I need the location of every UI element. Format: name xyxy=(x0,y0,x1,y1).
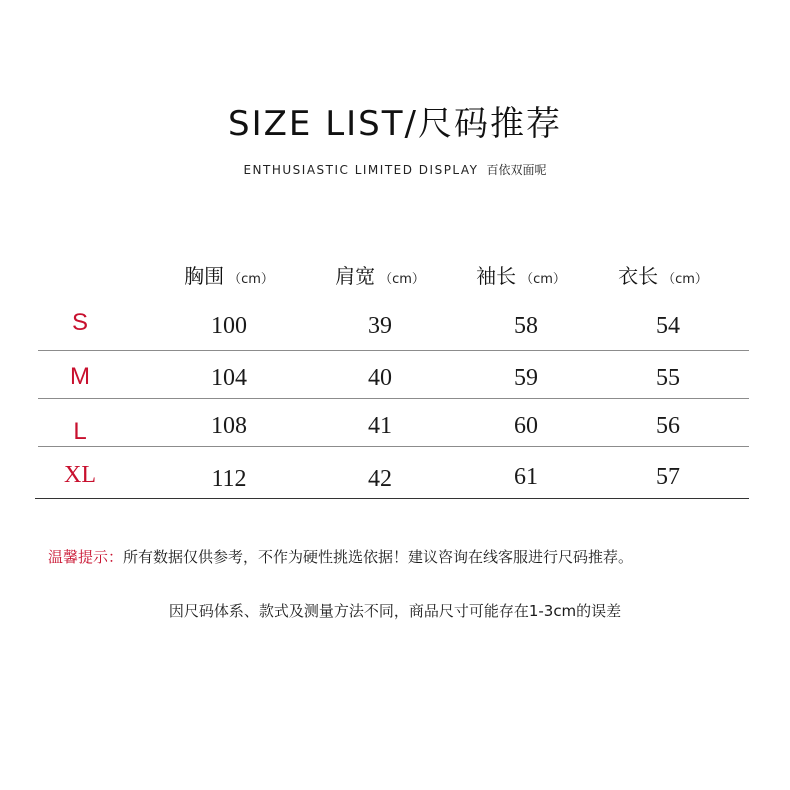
subtitle-chinese: 百依双面呢 xyxy=(486,163,547,177)
table-cell: 54 xyxy=(656,313,680,339)
column-unit: （cm） xyxy=(379,272,425,287)
table-cell: 59 xyxy=(514,365,538,391)
table-row xyxy=(0,361,790,411)
table-cell: 39 xyxy=(368,313,392,339)
table-cell: 56 xyxy=(656,413,680,439)
table-cell: 60 xyxy=(514,413,538,439)
size-label: S xyxy=(71,309,89,336)
table-cell: 57 xyxy=(656,464,680,490)
column-unit: （cm） xyxy=(228,272,274,287)
column-header-sleeve xyxy=(476,260,566,289)
table-row xyxy=(0,309,790,359)
table-cell: 112 xyxy=(211,466,247,492)
table-cell: 104 xyxy=(211,365,247,391)
table-row xyxy=(0,410,790,460)
table-bottom-divider xyxy=(35,498,749,499)
measurement-note: 因尺码体系、款式及测量方法不同，商品尺寸可能存在1-3cm的误差 xyxy=(168,602,622,620)
page-title: SIZE LIST/尺码推荐 xyxy=(228,104,562,144)
table-cell: 58 xyxy=(514,313,538,339)
table-cell: 61 xyxy=(514,464,538,490)
size-label: XL xyxy=(64,462,96,488)
table-header xyxy=(0,260,790,290)
column-label: 肩宽 xyxy=(335,264,376,288)
page-subtitle xyxy=(0,161,790,178)
row-divider xyxy=(38,446,749,447)
column-label: 衣长 xyxy=(618,264,659,288)
row-divider xyxy=(38,350,749,351)
column-unit: （cm） xyxy=(520,272,566,287)
subtitle-english: ENTHUSIASTIC LIMITED DISPLAY xyxy=(243,163,479,177)
tip-label: 温馨提示： xyxy=(48,548,124,566)
table-cell: 40 xyxy=(368,365,392,391)
size-label: M xyxy=(70,363,90,390)
table-cell: 41 xyxy=(368,413,392,439)
table-cell: 100 xyxy=(211,313,247,339)
column-unit: （cm） xyxy=(662,272,708,287)
table-cell: 55 xyxy=(656,365,680,391)
column-label: 胸围 xyxy=(184,264,225,288)
column-header-shoulder xyxy=(335,260,425,289)
tip-text: 所有数据仅供参考，不作为硬性挑选依据！建议咨询在线客服进行尺码推荐。 xyxy=(123,548,634,566)
column-header-length xyxy=(618,260,708,289)
table-row xyxy=(0,462,790,512)
table-cell: 108 xyxy=(211,413,247,439)
size-label: L xyxy=(73,418,87,445)
column-label: 袖长 xyxy=(476,264,517,288)
column-header-chest xyxy=(184,260,274,289)
row-divider xyxy=(38,398,749,399)
table-cell: 42 xyxy=(368,466,392,492)
warm-tip xyxy=(48,546,633,567)
